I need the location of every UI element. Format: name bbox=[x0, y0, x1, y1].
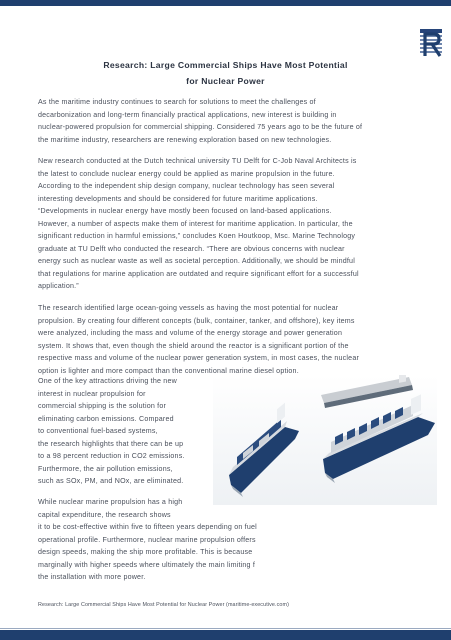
paragraph-line: were analyzed, including the mass and volume of the energy storage and power generation bbox=[38, 329, 343, 338]
paragraph-line: significant reduction in harmful emissions,” concludes Koen Houtkoop, Msc. Marine Technology bbox=[38, 232, 356, 241]
paragraph-line: the installation with more power. bbox=[38, 573, 146, 582]
paragraph-line: that regulations for marine application are outdated and require significant effort for a successful bbox=[38, 269, 359, 278]
top-accent-bar bbox=[0, 0, 451, 6]
paragraph-line: such as SOx, PM, and NOx, are eliminated. bbox=[38, 477, 184, 486]
paragraph-line: the latest to conclude nuclear energy could be applied as marine propulsion in the future. bbox=[38, 169, 335, 178]
paragraph-tu-delft-research bbox=[38, 155, 418, 293]
paragraph-line: Furthermore, the air pollution emissions, bbox=[38, 464, 173, 473]
paragraph-line: interest in nuclear propulsion for bbox=[38, 389, 146, 398]
paragraph-line: respective mass and volume of the nuclear power generation system, in most cases, the nuclear bbox=[38, 354, 360, 363]
paragraph-intro bbox=[38, 96, 418, 146]
paragraph-line: to a 98 percent reduction in CO2 emissions. bbox=[38, 452, 185, 461]
paragraph-line: commercial shipping is the solution for bbox=[38, 402, 167, 411]
article-title bbox=[0, 57, 451, 89]
paragraph-ship-concepts bbox=[38, 302, 418, 377]
paragraph-line: graduate at TU Delft who conducted the research. “There are obvious concerns with nuclear bbox=[38, 244, 345, 253]
paragraph-line: marginally with higher speeds where ultimately the main limiting f bbox=[38, 560, 256, 569]
paragraph-line: to conventional fuel-based systems, bbox=[38, 427, 158, 436]
paragraph-line: propulsion. By creating four different concepts (bulk, container, tanker, and offshore), key items bbox=[38, 316, 355, 325]
paragraph-line: system. It shows that, even though the shield around the reactor is a significant portion of the bbox=[38, 341, 349, 350]
paragraph-line: While nuclear marine propulsion has a high bbox=[38, 498, 183, 506]
paragraph-line: New research conducted at the Dutch technical university TU Delft for C-Job Naval Architects is bbox=[38, 157, 357, 165]
paragraph-line: the maritime industry, researchers are renewing exploration based on new technologies. bbox=[38, 135, 332, 144]
paragraph-line: decarbonization and long-term financially practical applications, new interest is building in bbox=[38, 110, 337, 119]
container-ships-illustration bbox=[213, 375, 437, 505]
paragraph-line: “Developments in nuclear energy have mostly been focused on land-based applications. bbox=[38, 207, 332, 216]
bottom-accent-bar bbox=[0, 630, 451, 640]
paragraph-line: it to be cost-effective within five to fifteen years depending on fuel bbox=[38, 523, 257, 532]
paragraph-cost-effectiveness bbox=[38, 496, 418, 584]
paragraph-line: application.” bbox=[38, 282, 79, 291]
paragraph-line: capital expenditure, the research shows bbox=[38, 510, 171, 519]
source-reference: Research: Large Commercial Ships Have Most Potential for Nuclear Power (maritime-executive.com) bbox=[38, 602, 289, 608]
paragraph-line: the research highlights that there can be up bbox=[38, 439, 184, 448]
paragraph-line: One of the key attractions driving the new bbox=[38, 377, 177, 385]
article-title-line-2: for Nuclear Power bbox=[186, 76, 265, 86]
paragraph-line: As the maritime industry continues to search for solutions to meet the challenges of bbox=[38, 98, 316, 106]
paragraph-line: The research identified large ocean-going vessels as having the most potential for nuclear bbox=[38, 304, 339, 312]
paragraph-line: interesting developments and should be considered for future maritime applications. bbox=[38, 194, 318, 203]
publisher-logo-icon bbox=[419, 28, 443, 58]
article-title-line-1: Research: Large Commercial Ships Have Most Potential bbox=[103, 60, 348, 70]
paragraph-line: design speeds, making the ship more profitable. This is because bbox=[38, 548, 253, 557]
paragraph-line: energy such as nuclear waste as well as societal perception. Additionally, we should be mindful bbox=[38, 257, 355, 266]
paragraph-line: option is lighter and more compact than the conventional marine diesel option. bbox=[38, 366, 299, 375]
paragraph-line: eliminating carbon emissions. Compared bbox=[38, 414, 174, 423]
paragraph-line: operational profile. Furthermore, nuclear marine propulsion offers bbox=[38, 535, 256, 544]
paragraph-line: However, a number of aspects make them of interest for maritime application. In particular, the bbox=[38, 219, 353, 228]
paragraph-line: According to the independent ship design company, nuclear technology has seen several bbox=[38, 182, 335, 191]
paragraph-line: nuclear-powered propulsion for commercial shipping. Considered 75 years ago to be the future of bbox=[38, 123, 363, 132]
